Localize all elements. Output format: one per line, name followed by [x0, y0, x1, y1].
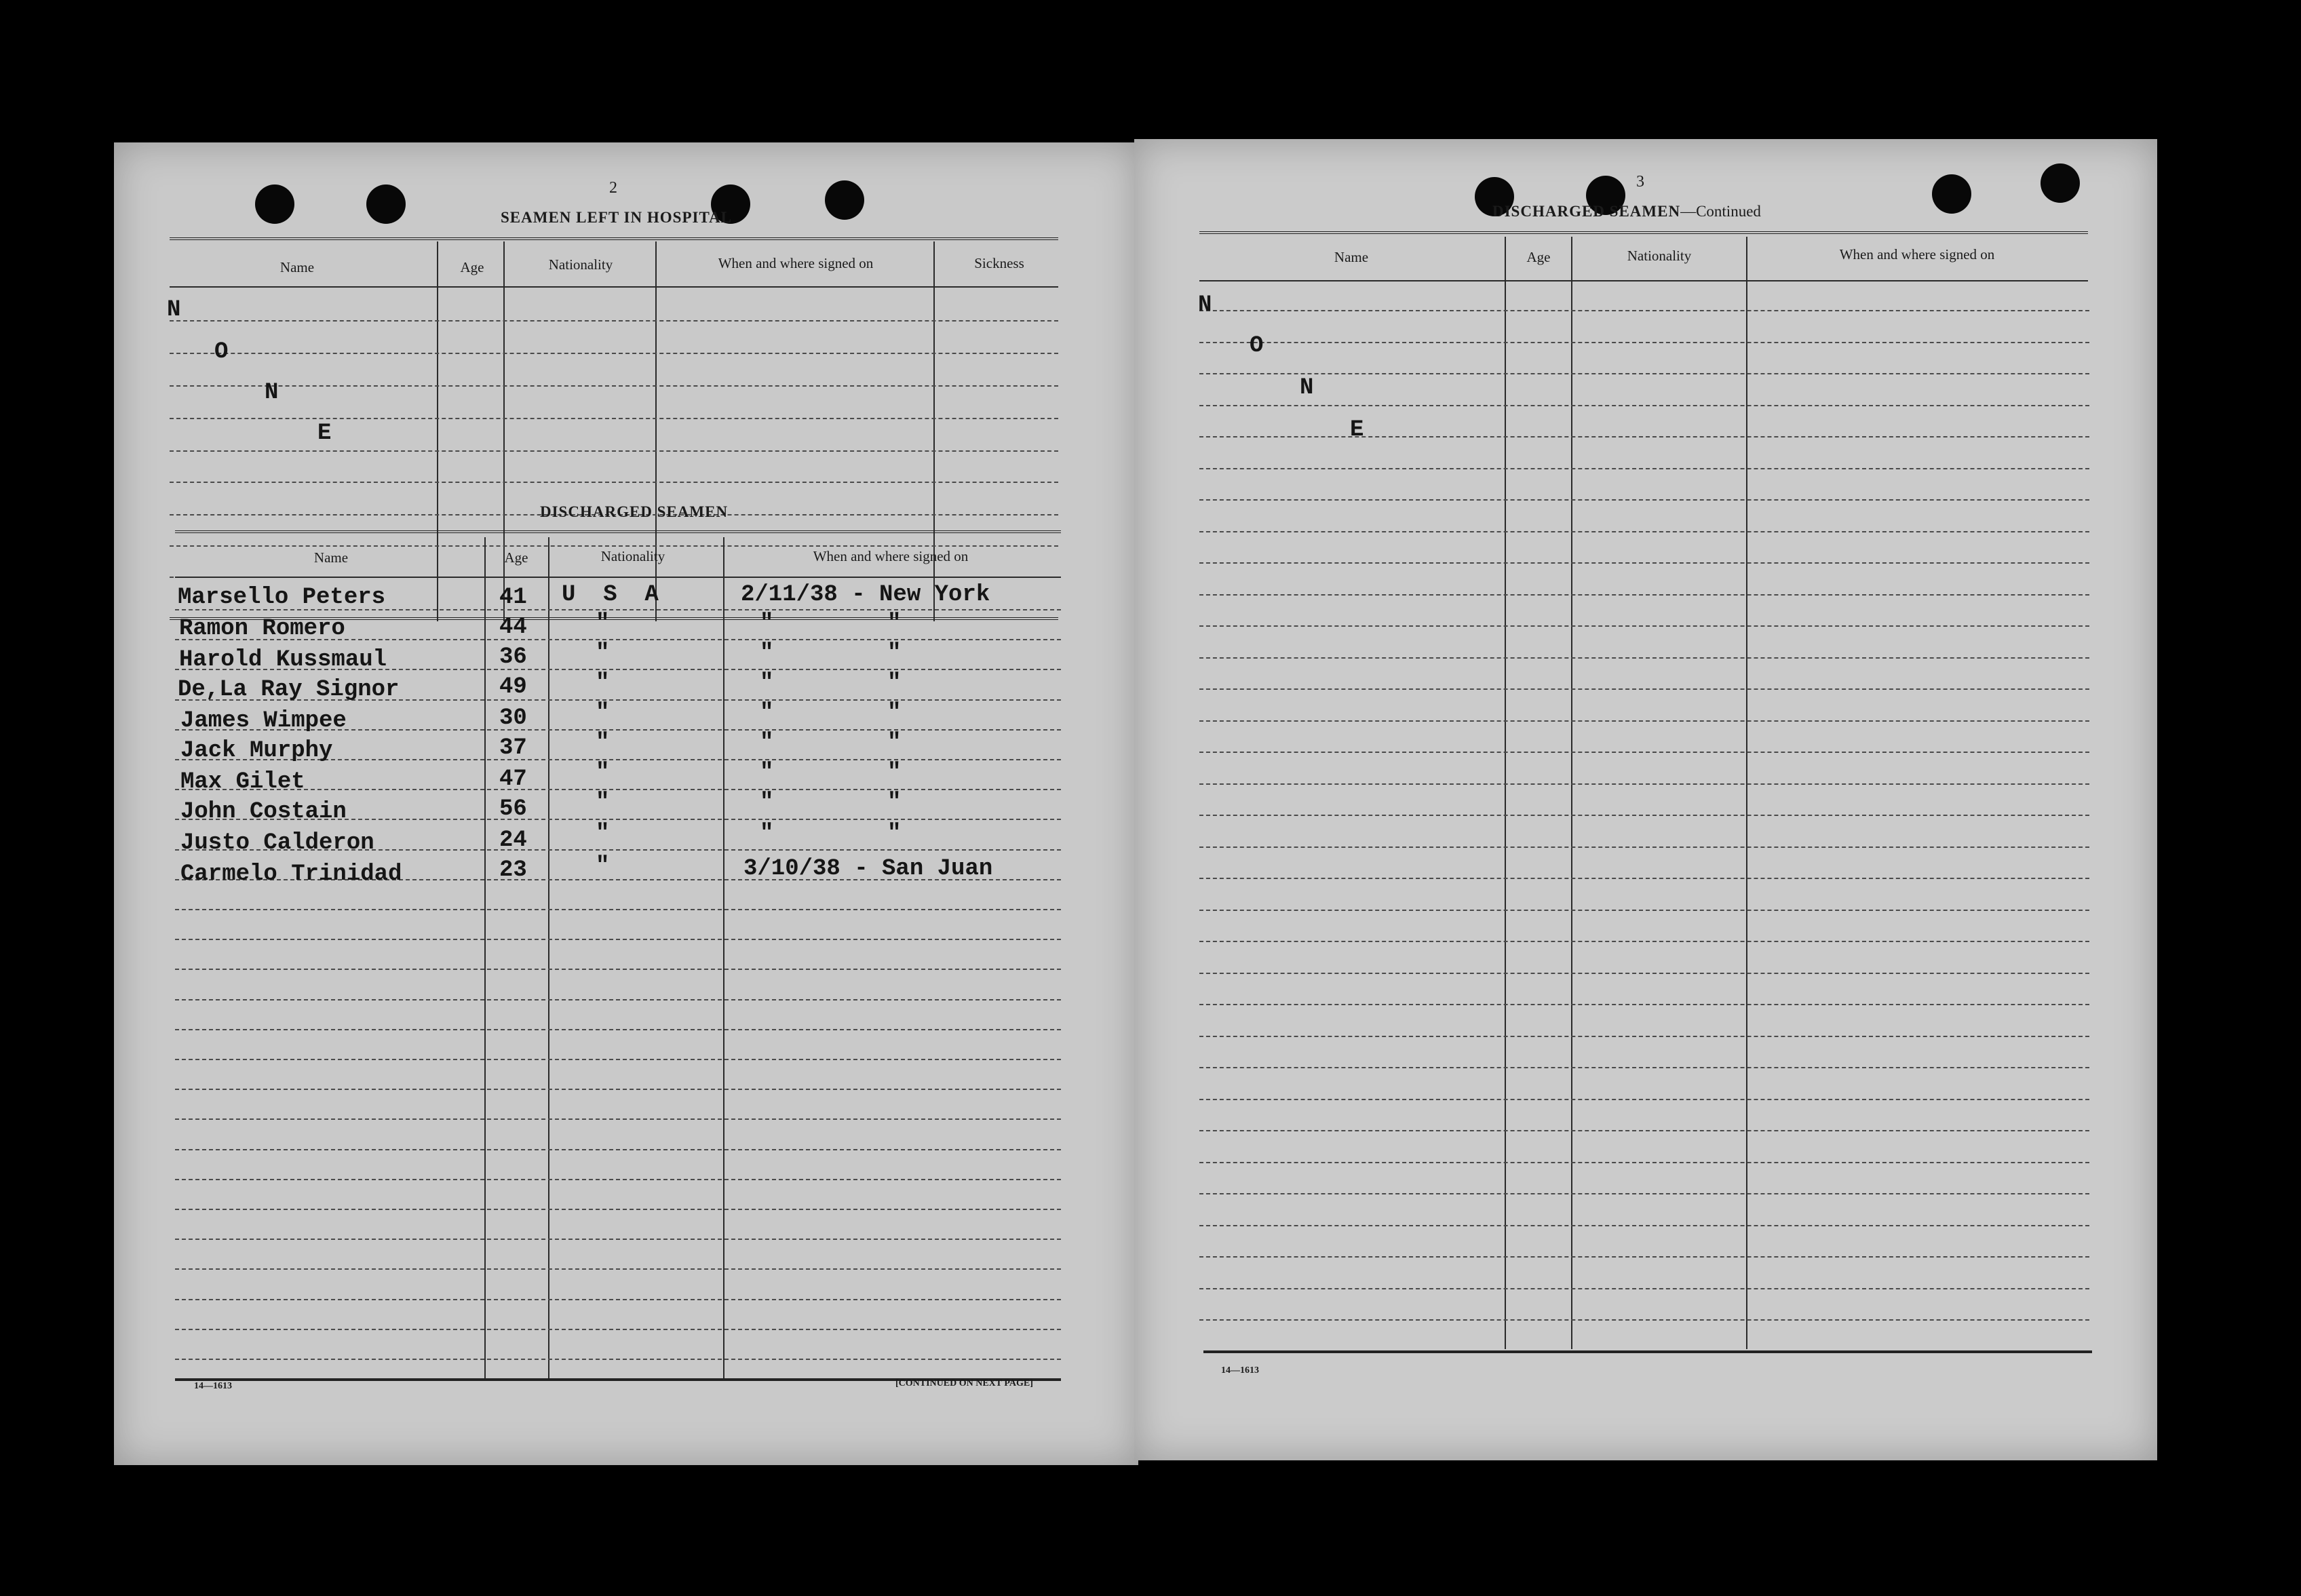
- seaman-age: 23: [499, 857, 527, 883]
- ruled-line: [175, 1118, 1061, 1120]
- left-page: [114, 142, 1138, 1465]
- none-letter: N: [167, 297, 181, 323]
- seaman-age: 47: [499, 766, 527, 792]
- right-header-nationality: Nationality: [1627, 248, 1692, 264]
- ruled-line: [1199, 1319, 2089, 1321]
- right-page: [1134, 139, 2157, 1460]
- signed-date: ": [760, 640, 774, 666]
- ruled-line: [1199, 436, 2089, 437]
- ruled-line: [175, 1299, 1061, 1300]
- ruled-line: [1199, 310, 2089, 311]
- ruled-line: [175, 1209, 1061, 1210]
- right-title-suffix: —Continued: [1680, 203, 1761, 220]
- right-section-title: [1492, 203, 1761, 220]
- col-divider: [484, 537, 486, 1378]
- none-letter: E: [317, 421, 332, 446]
- seaman-nationality: ": [596, 730, 610, 756]
- ruled-line: [1199, 1036, 2089, 1037]
- signed-on: 3/10/38 - San Juan: [743, 856, 993, 882]
- seaman-age: 30: [499, 705, 527, 731]
- rule: [1203, 1350, 2092, 1353]
- hospital-header-sickness: Sickness: [974, 255, 1024, 271]
- seaman-name: Max Gilet: [180, 769, 305, 795]
- seaman-age: 44: [499, 615, 527, 640]
- ruled-line: [1199, 815, 2089, 816]
- seaman-nationality: ": [596, 853, 610, 879]
- page-number: 3: [1636, 173, 1644, 191]
- signed-date: ": [760, 730, 774, 756]
- ruled-line: [175, 1329, 1061, 1330]
- right-header-signed: When and where signed on: [1839, 246, 1995, 262]
- seaman-age: 49: [499, 674, 527, 700]
- line: [170, 385, 1058, 387]
- ruled-line: [1199, 405, 2089, 406]
- signed-place: ": [887, 610, 902, 636]
- rule: [175, 577, 1061, 578]
- ruled-line: [1199, 499, 2089, 501]
- signed-date: ": [760, 790, 774, 815]
- seaman-nationality: ": [596, 700, 610, 726]
- ruled-line: [1199, 1130, 2089, 1131]
- ruled-line: [175, 1059, 1061, 1060]
- seaman-age: 36: [499, 644, 527, 670]
- hospital-header-signed: When and where signed on: [718, 255, 874, 271]
- line: [170, 418, 1058, 419]
- line: [170, 482, 1058, 483]
- seaman-name: Ramon Romero: [179, 616, 345, 642]
- right-title-main: DISCHARGED SEAMEN: [1492, 203, 1681, 220]
- seaman-name: Carmelo Trinidad: [180, 861, 402, 887]
- ruled-line: [175, 1029, 1061, 1030]
- ruled-line: [1199, 594, 2089, 596]
- ruled-line: [1199, 625, 2089, 627]
- signed-date: ": [760, 821, 774, 846]
- discharged-header-nationality: Nationality: [600, 548, 665, 564]
- ruled-line: [1199, 373, 2089, 374]
- ruled-line: [1199, 1004, 2089, 1005]
- ruled-line: [175, 1149, 1061, 1150]
- seaman-name: Harold Kussmaul: [179, 647, 387, 673]
- seaman-nationality: ": [596, 610, 610, 636]
- hospital-header-name: Name: [279, 259, 315, 275]
- seaman-nationality: ": [596, 760, 610, 785]
- punch-hole: [825, 180, 864, 220]
- ruled-line: [1199, 1225, 2089, 1226]
- punch-hole: [255, 184, 294, 224]
- punch-hole: [366, 184, 406, 224]
- ruled-line: [175, 1089, 1061, 1090]
- rule: [175, 530, 1061, 535]
- col-divider: [723, 537, 724, 1378]
- ruled-line: [175, 1359, 1061, 1360]
- seaman-age: 24: [499, 828, 527, 853]
- col-divider: [1746, 237, 1747, 1349]
- hospital-section-title: SEAMEN LEFT IN HOSPITAL: [501, 209, 733, 226]
- signed-place: ": [887, 821, 902, 846]
- seaman-nationality: ": [596, 640, 610, 666]
- seaman-age: 37: [499, 735, 527, 761]
- signed-date: ": [760, 760, 774, 785]
- col-divider: [548, 537, 549, 1378]
- line: [170, 353, 1058, 354]
- ruled-line: [1199, 562, 2089, 564]
- none-letter: N: [265, 380, 279, 406]
- ruled-line: [1199, 1162, 2089, 1163]
- ruled-line: [1199, 910, 2089, 911]
- ruled-line: [1199, 468, 2089, 469]
- signed-place: ": [887, 790, 902, 815]
- ruled-line: [175, 939, 1061, 940]
- ruled-line: [175, 999, 1061, 1000]
- continued-note: [CONTINUED ON NEXT PAGE]: [895, 1378, 1033, 1388]
- form-number: 14—1613: [194, 1381, 232, 1391]
- discharged-section-title: DISCHARGED SEAMEN: [540, 503, 729, 520]
- hospital-header-nationality: Nationality: [548, 256, 613, 273]
- seaman-nationality: U S A: [562, 582, 659, 608]
- signed-place: ": [887, 760, 902, 785]
- ruled-line: [1199, 846, 2089, 848]
- line: [170, 545, 1058, 547]
- seaman-name: Justo Calderon: [180, 830, 374, 856]
- seaman-name: John Costain: [180, 799, 347, 825]
- signed-on: 2/11/38 - New York: [741, 582, 990, 608]
- signed-place: ": [887, 640, 902, 666]
- signed-place: ": [887, 670, 902, 696]
- signed-place: ": [887, 730, 902, 756]
- ruled-line: [1199, 688, 2089, 690]
- none-letter: O: [214, 339, 229, 365]
- seaman-nationality: ": [596, 670, 610, 696]
- col-divider: [1571, 237, 1572, 1349]
- line: [170, 450, 1058, 452]
- ruled-line: [175, 909, 1061, 910]
- none-letter: O: [1250, 333, 1264, 359]
- signed-date: ": [760, 700, 774, 726]
- line: [170, 320, 1058, 322]
- right-header-name: Name: [1334, 249, 1369, 265]
- col-divider: [1505, 237, 1506, 1349]
- seaman-name: Marsello Peters: [178, 585, 386, 610]
- ruled-line: [1199, 657, 2089, 659]
- ruled-line: [1199, 783, 2089, 785]
- rule: [170, 237, 1058, 242]
- right-header-age: Age: [1526, 249, 1551, 265]
- punch-hole: [1932, 174, 1971, 214]
- signed-place: ": [887, 700, 902, 726]
- ruled-line: [1199, 941, 2089, 942]
- ruled-line: [1199, 973, 2089, 974]
- ruled-line: [1199, 1288, 2089, 1289]
- seaman-nationality: ": [596, 790, 610, 815]
- signed-date: ": [760, 610, 774, 636]
- ruled-line: [175, 1179, 1061, 1180]
- seaman-name: De,La Ray Signor: [178, 677, 400, 703]
- ruled-line: [1199, 878, 2089, 879]
- ruled-line: [175, 789, 1061, 790]
- ruled-line: [1199, 1099, 2089, 1100]
- ruled-line: [1199, 720, 2089, 722]
- ruled-line: [175, 1239, 1061, 1240]
- seaman-age: 41: [499, 585, 527, 610]
- ruled-line: [175, 1268, 1061, 1270]
- ruled-line: [1199, 1256, 2089, 1258]
- seaman-nationality: ": [596, 821, 610, 846]
- hospital-header-age: Age: [460, 259, 484, 275]
- rule: [1199, 231, 2088, 236]
- seaman-name: Jack Murphy: [180, 738, 333, 764]
- ruled-line: [175, 969, 1061, 970]
- punch-hole: [2041, 163, 2080, 203]
- ruled-line: [1199, 1193, 2089, 1194]
- ruled-line: [1199, 752, 2089, 753]
- none-letter: N: [1198, 292, 1212, 318]
- none-letter: E: [1350, 417, 1364, 443]
- form-number: 14—1613: [1221, 1365, 1259, 1376]
- none-letter: N: [1300, 375, 1314, 401]
- rule: [170, 286, 1058, 288]
- ruled-line: [1199, 1067, 2089, 1068]
- signed-date: ": [760, 670, 774, 696]
- discharged-header-signed: When and where signed on: [813, 548, 969, 564]
- ruled-line: [1199, 531, 2089, 532]
- seaman-name: James Wimpee: [180, 708, 347, 734]
- page-number: 2: [609, 179, 617, 197]
- seaman-age: 56: [499, 796, 527, 822]
- discharged-header-age: Age: [504, 549, 528, 566]
- discharged-header-name: Name: [313, 549, 349, 566]
- ruled-line: [1199, 342, 2089, 343]
- rule: [1199, 280, 2088, 281]
